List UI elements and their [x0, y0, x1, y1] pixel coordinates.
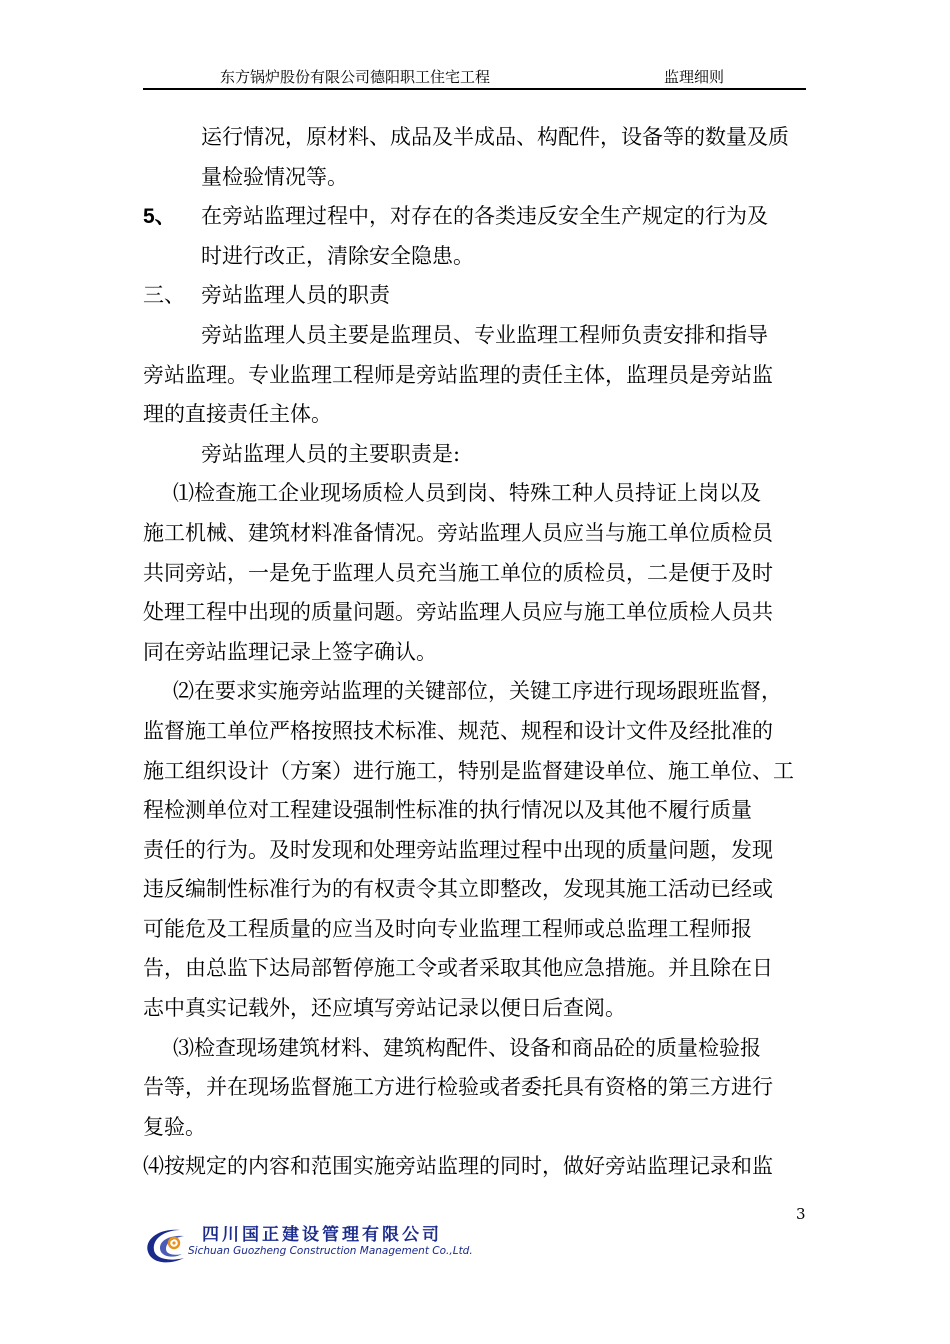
text-line: 违反编制性标准行为的有权责令其立即整改，发现其施工活动已经或 [143, 877, 773, 902]
text-line: ⑷按规定的内容和范围实施旁站监理的同时，做好旁站监理记录和监 [143, 1154, 773, 1179]
page-number: 3 [796, 1205, 806, 1223]
item-number: 5、 [143, 205, 176, 229]
text-line: 量检验情况等。 [201, 164, 348, 189]
text-line: 施工机械、建筑材料准备情况。旁站监理人员应当与施工单位质检员 [143, 520, 773, 545]
text-line: 同在旁站监理记录上签字确认。 [143, 639, 437, 664]
document-body [143, 118, 811, 1187]
text-line: 时进行改正，清除安全隐患。 [201, 243, 474, 268]
text-line: ⑶检查现场建筑材料、建筑构配件、设备和商品砼的质量检验报 [173, 1035, 761, 1060]
page-header [143, 66, 806, 90]
text-line: 在旁站监理过程中，对存在的各类违反安全生产规定的行为及 [201, 204, 768, 229]
text-line: 旁站监理。专业监理工程师是旁站监理的责任主体，监理员是旁站监 [143, 362, 773, 387]
company-logo [140, 1218, 473, 1268]
text-line: 运行情况，原材料、成品及半成品、构配件，设备等的数量及质 [201, 125, 789, 149]
text-line: 处理工程中出现的质量问题。旁站监理人员应与施工单位质检人员共 [143, 600, 773, 625]
header-section: 监理细则 [664, 68, 725, 86]
text-line: 可能危及工程质量的应当及时向专业监理工程师或总监理工程师报 [143, 916, 752, 941]
text-line: ⑵在要求实施旁站监理的关键部位，关键工序进行现场跟班监督， [173, 679, 782, 704]
text-line: 旁站监理人员主要是监理员、专业监理工程师负责安排和指导 [201, 322, 768, 347]
text-line: 责任的行为。及时发现和处理旁站监理过程中出现的质量问题，发现 [143, 837, 773, 862]
text-line: 施工组织设计（方案）进行施工，特别是监督建设单位、施工单位、工 [143, 758, 794, 783]
text-line: 告，由总监下达局部暂停施工令或者采取其他应急措施。并且除在日 [143, 956, 773, 981]
text-line: 旁站监理人员的主要职责是: [201, 441, 461, 466]
logo-english-name: Sichuan Guozheng Construction Management Co.,Ltd. [188, 1245, 473, 1257]
list-item-5 [143, 197, 811, 237]
logo-emblem-icon [140, 1218, 208, 1268]
section-heading [143, 276, 811, 316]
text-line: 复验。 [143, 1114, 206, 1139]
text-line: 志中真实记载外，还应填写旁站记录以便日后查阅。 [143, 996, 626, 1021]
text-line: 程检测单位对工程建设强制性标准的执行情况以及其他不履行质量 [143, 798, 752, 823]
text-line: 告等，并在现场监督施工方进行检验或者委托具有资格的第三方进行 [143, 1075, 773, 1100]
logo-chinese-name: 四川国正建设管理有限公司 [202, 1225, 442, 1245]
section-title: 旁站监理人员的职责 [201, 283, 390, 308]
text-line: 监督施工单位严格按照技术标准、规范、规程和设计文件及经批准的 [143, 718, 773, 743]
text-line: 共同旁站，一是免于监理人员充当施工单位的质检员，二是便于及时 [143, 560, 773, 585]
text-line: 理的直接责任主体。 [143, 402, 332, 427]
text-line: ⑴检查施工企业现场质检人员到岗、特殊工种人员持证上岗以及 [173, 481, 761, 506]
header-title: 东方锅炉股份有限公司德阳职工住宅工程 [220, 68, 491, 86]
section-number: 三、 [143, 283, 185, 308]
